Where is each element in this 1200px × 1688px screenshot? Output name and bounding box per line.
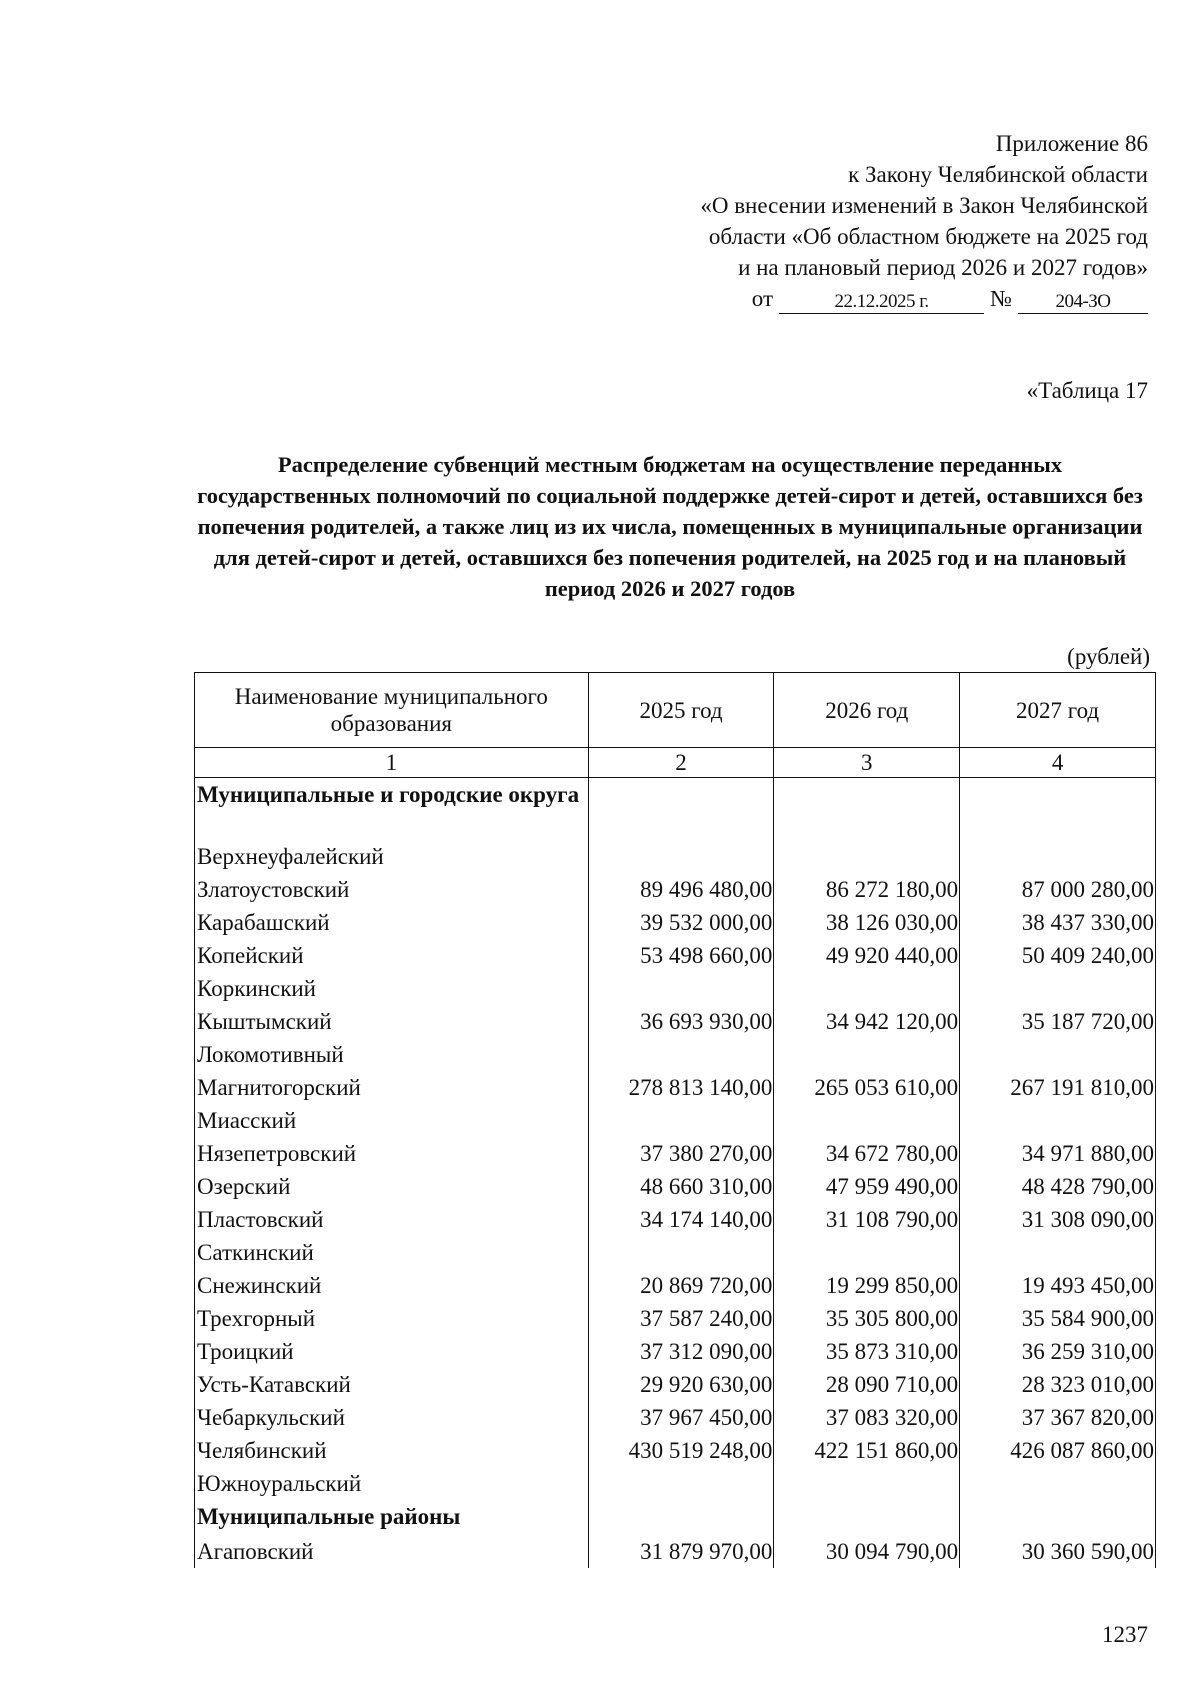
cell-municipality: Златоустовский xyxy=(195,873,589,906)
table-row xyxy=(195,1236,1156,1269)
cell-2026 xyxy=(774,972,960,1005)
table-row xyxy=(195,1137,1156,1170)
table-row xyxy=(195,939,1156,972)
cell-2025: 430 519 248,00 xyxy=(588,1434,774,1467)
cell-2026 xyxy=(774,778,960,840)
cell-2027: 50 409 240,00 xyxy=(960,939,1156,972)
cell-2025: 31 879 970,00 xyxy=(588,1535,774,1568)
header-line: области «Об областном бюджете на 2025 год xyxy=(708,224,1148,249)
cell-2026: 34 942 120,00 xyxy=(774,1005,960,1038)
cell-municipality: Миасский xyxy=(195,1104,589,1137)
cell-2026 xyxy=(774,1500,960,1535)
table-row xyxy=(195,1104,1156,1137)
cell-2025: 278 813 140,00 xyxy=(588,1071,774,1104)
cell-2026: 35 873 310,00 xyxy=(774,1335,960,1368)
cell-2026 xyxy=(774,1467,960,1500)
column-header-2027: 2027 год xyxy=(960,673,1156,748)
column-number: 4 xyxy=(960,748,1156,778)
cell-municipality: Муниципальные и городские округа xyxy=(195,778,589,840)
units-label: (рублей) xyxy=(1067,644,1150,669)
table-row xyxy=(195,873,1156,906)
cell-2027: 30 360 590,00 xyxy=(960,1535,1156,1568)
cell-municipality: Чебаркульский xyxy=(195,1401,589,1434)
page-number: 1237 xyxy=(1102,1622,1148,1647)
table-label: «Таблица 17 xyxy=(1026,378,1148,403)
cell-2025: 53 498 660,00 xyxy=(588,939,774,972)
cell-municipality: Озерский xyxy=(195,1170,589,1203)
cell-2026: 47 959 490,00 xyxy=(774,1170,960,1203)
date-number-line xyxy=(548,283,1148,314)
table-row xyxy=(195,1434,1156,1467)
cell-2025 xyxy=(588,778,774,840)
cell-2027 xyxy=(960,972,1156,1005)
table-group-row xyxy=(195,778,1156,840)
cell-municipality: Карабашский xyxy=(195,906,589,939)
cell-2027: 48 428 790,00 xyxy=(960,1170,1156,1203)
cell-municipality: Нязепетровский xyxy=(195,1137,589,1170)
header-line: Приложение 86 xyxy=(995,131,1148,156)
document-title: Распределение субвенций местным бюджетам на осуществление переданных государственных полномочий по социальной поддержке детей-сирот и детей, оставшихся без попечения родителей, а также лиц из их числа, помещенных в муниципальные организации для детей-сирот и детей, оставшихся без попечения родителей, на 2025 год и на плановый период 2026 и 2027 годов xyxy=(197,452,1143,601)
column-header-2025: 2025 год xyxy=(588,673,774,748)
document-header xyxy=(548,128,1148,314)
cell-2025 xyxy=(588,972,774,1005)
cell-municipality: Коркинский xyxy=(195,972,589,1005)
cell-2027: 36 259 310,00 xyxy=(960,1335,1156,1368)
cell-municipality: Трехгорный xyxy=(195,1302,589,1335)
cell-2025 xyxy=(588,1236,774,1269)
cell-2025: 20 869 720,00 xyxy=(588,1269,774,1302)
cell-2027: 31 308 090,00 xyxy=(960,1203,1156,1236)
cell-2026: 35 305 800,00 xyxy=(774,1302,960,1335)
column-number: 3 xyxy=(774,748,960,778)
cell-2026: 34 672 780,00 xyxy=(774,1137,960,1170)
table-row xyxy=(195,1071,1156,1104)
header-line: к Закону Челябинской области xyxy=(848,162,1148,187)
cell-municipality: Южноуральский xyxy=(195,1467,589,1500)
column-header-municipality: Наименование муниципального образования xyxy=(195,673,589,748)
cell-2027 xyxy=(960,1236,1156,1269)
cell-municipality: Троицкий xyxy=(195,1335,589,1368)
table-row xyxy=(195,1368,1156,1401)
table-row xyxy=(195,1269,1156,1302)
cell-2026: 31 108 790,00 xyxy=(774,1203,960,1236)
cell-2025: 39 532 000,00 xyxy=(588,906,774,939)
cell-2026 xyxy=(774,840,960,873)
cell-2027: 37 367 820,00 xyxy=(960,1401,1156,1434)
from-label: от xyxy=(751,286,774,311)
cell-2025 xyxy=(588,1500,774,1535)
cell-2026: 265 053 610,00 xyxy=(774,1071,960,1104)
cell-2026 xyxy=(774,1038,960,1071)
cell-2026: 37 083 320,00 xyxy=(774,1401,960,1434)
cell-2027: 426 087 860,00 xyxy=(960,1434,1156,1467)
cell-2026: 422 151 860,00 xyxy=(774,1434,960,1467)
column-header-2026: 2026 год xyxy=(774,673,960,748)
cell-municipality: Верхнеуфалейский xyxy=(195,840,589,873)
cell-2027: 34 971 880,00 xyxy=(960,1137,1156,1170)
table-row xyxy=(195,972,1156,1005)
table-row xyxy=(195,1005,1156,1038)
cell-2027: 267 191 810,00 xyxy=(960,1071,1156,1104)
cell-2025: 36 693 930,00 xyxy=(588,1005,774,1038)
cell-2027: 19 493 450,00 xyxy=(960,1269,1156,1302)
cell-2027 xyxy=(960,1467,1156,1500)
table-row xyxy=(195,840,1156,873)
cell-2027: 38 437 330,00 xyxy=(960,906,1156,939)
cell-2026: 30 094 790,00 xyxy=(774,1535,960,1568)
cell-municipality: Саткинский xyxy=(195,1236,589,1269)
cell-2025: 37 967 450,00 xyxy=(588,1401,774,1434)
cell-2026: 86 272 180,00 xyxy=(774,873,960,906)
cell-2027: 87 000 280,00 xyxy=(960,873,1156,906)
cell-2026: 28 090 710,00 xyxy=(774,1368,960,1401)
cell-2027: 28 323 010,00 xyxy=(960,1368,1156,1401)
cell-2025: 48 660 310,00 xyxy=(588,1170,774,1203)
cell-2025: 34 174 140,00 xyxy=(588,1203,774,1236)
cell-municipality: Пластовский xyxy=(195,1203,589,1236)
cell-municipality: Снежинский xyxy=(195,1269,589,1302)
cell-2025: 29 920 630,00 xyxy=(588,1368,774,1401)
cell-municipality: Локомотивный xyxy=(195,1038,589,1071)
table-row xyxy=(195,1535,1156,1568)
cell-2027 xyxy=(960,1104,1156,1137)
table-row xyxy=(195,1170,1156,1203)
table-row xyxy=(195,1335,1156,1368)
column-number: 2 xyxy=(588,748,774,778)
cell-2027: 35 584 900,00 xyxy=(960,1302,1156,1335)
table-row xyxy=(195,1467,1156,1500)
cell-2025 xyxy=(588,1038,774,1071)
column-number: 1 xyxy=(195,748,589,778)
cell-municipality: Муниципальные районы xyxy=(195,1500,589,1535)
header-line: «О внесении изменений в Закон Челябинской xyxy=(700,193,1148,218)
table-row xyxy=(195,1038,1156,1071)
cell-municipality: Усть-Катавский xyxy=(195,1368,589,1401)
column-number-row xyxy=(195,748,1156,778)
cell-2026: 38 126 030,00 xyxy=(774,906,960,939)
cell-2026: 19 299 850,00 xyxy=(774,1269,960,1302)
cell-municipality: Копейский xyxy=(195,939,589,972)
law-number: 204-ЗО xyxy=(1018,291,1148,314)
cell-2027 xyxy=(960,840,1156,873)
cell-2027 xyxy=(960,778,1156,840)
table-row xyxy=(195,1203,1156,1236)
cell-2027 xyxy=(960,1038,1156,1071)
table-row xyxy=(195,1302,1156,1335)
cell-2027 xyxy=(960,1500,1156,1535)
table-group-row xyxy=(195,1500,1156,1535)
cell-2025 xyxy=(588,840,774,873)
cell-2026 xyxy=(774,1104,960,1137)
cell-municipality: Кыштымский xyxy=(195,1005,589,1038)
cell-2025: 37 312 090,00 xyxy=(588,1335,774,1368)
cell-2025 xyxy=(588,1104,774,1137)
cell-municipality: Челябинский xyxy=(195,1434,589,1467)
cell-2026 xyxy=(774,1236,960,1269)
table-header-row xyxy=(195,673,1156,748)
cell-municipality: Магнитогорский xyxy=(195,1071,589,1104)
cell-2025 xyxy=(588,1467,774,1500)
cell-2025: 89 496 480,00 xyxy=(588,873,774,906)
subvention-table xyxy=(194,672,1156,1568)
law-date: 22.12.2025 г. xyxy=(779,291,984,314)
cell-2025: 37 380 270,00 xyxy=(588,1137,774,1170)
cell-municipality: Агаповский xyxy=(195,1535,589,1568)
table-body xyxy=(195,778,1156,1568)
number-label: № xyxy=(990,286,1012,311)
cell-2026: 49 920 440,00 xyxy=(774,939,960,972)
cell-2025: 37 587 240,00 xyxy=(588,1302,774,1335)
header-line: и на плановый период 2026 и 2027 годов» xyxy=(738,255,1148,280)
table-row xyxy=(195,906,1156,939)
cell-2027: 35 187 720,00 xyxy=(960,1005,1156,1038)
table-row xyxy=(195,1401,1156,1434)
